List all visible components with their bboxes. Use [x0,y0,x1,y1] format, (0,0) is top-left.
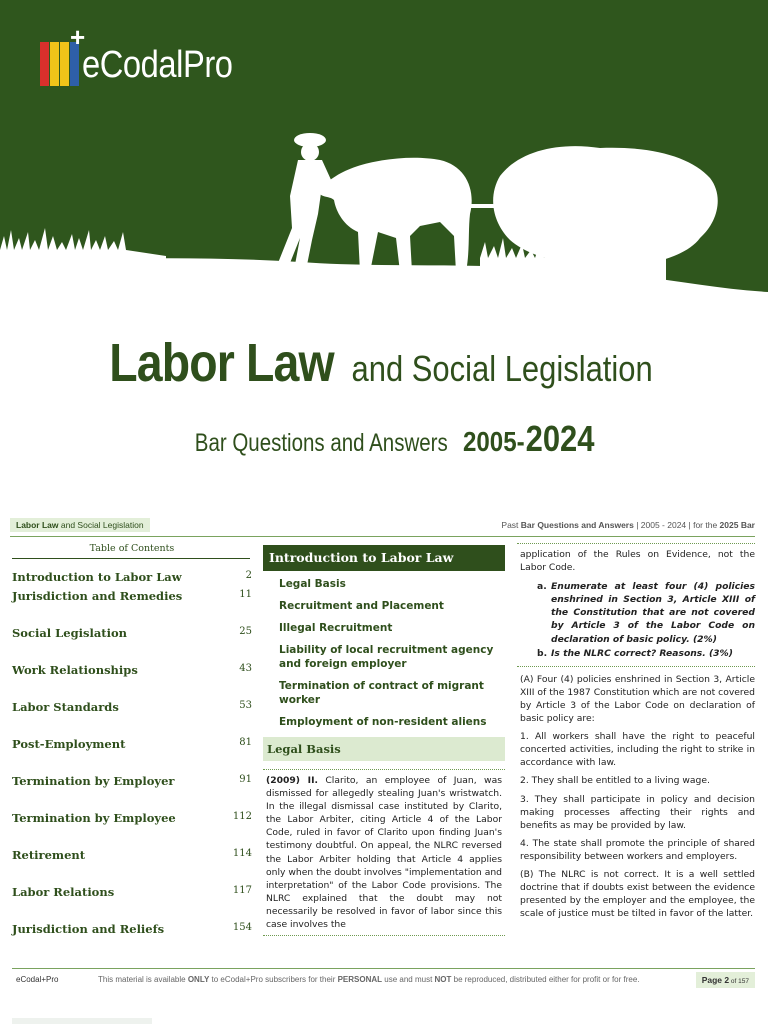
toc-item-page: 114 [232,848,252,859]
topic-link[interactable]: Termination of contract of migrant worker [279,680,484,706]
question-continuation: application of the Rules on Evidence, not the Labor Code. [520,549,755,574]
header-left [10,518,150,532]
topic-link[interactable]: Recruitment and Placement [279,600,444,612]
answer-paragraph: 4. The state shall promote the principle of shared responsibility between workers and employers. [520,837,755,862]
header-left-bold: Labor Law [16,520,59,530]
cover-title [0,332,768,394]
sub-question-key: a. [537,581,547,593]
toc-item[interactable] [12,809,252,846]
notice-part: use and must [382,975,435,984]
notice-part: This material is available [98,975,188,984]
topic-link[interactable]: Liability of local recruitment agency and foreign employer [279,644,494,670]
section-column [263,545,505,936]
answer-paragraph: 1. All workers shall have the right to peaceful concerted activities, including the right to strike in accordance with law. [520,731,755,769]
toc-item[interactable] [12,587,252,624]
dotted-divider [263,769,505,770]
table-of-contents [12,540,252,957]
next-page-edge [12,1018,152,1024]
logo-book-bars [40,22,86,86]
toc-item-label: Retirement [12,848,86,862]
header-right-mid: | 2005 - 2024 | for the [633,520,720,530]
logo-text: eCodalPro [82,44,233,86]
toc-item-page: 53 [239,700,252,711]
sub-questions [537,580,755,660]
section-heading: Introduction to Labor Law [263,545,505,571]
cover-subtitle [0,418,768,460]
page-label: Page 2 [701,975,730,985]
title-rest: and Social Legislation [351,348,653,389]
toc-item-page: 112 [232,811,252,822]
page-header [10,518,755,537]
sub-question-text: Is the NLRC correct? Reasons. (3%) [551,647,733,659]
toc-item-page: 43 [239,663,252,674]
toc-item-page: 11 [239,589,252,600]
toc-item[interactable] [12,846,252,883]
header-right-bold: Bar Questions and Answers [520,520,634,530]
dotted-divider [517,543,755,544]
toc-item-label: Introduction to Labor Law [12,570,182,584]
toc-item[interactable] [12,772,252,809]
header-right-prefix: Past [501,520,521,530]
toc-item-label: Labor Relations [12,885,115,899]
toc-item-label: Social Legislation [12,626,127,640]
sub-question-text: Enumerate at least four (4) policies enshrined in Section 3, Article XIII of the Constitution that are not covered by Article 3 of the Labor Code on declaration of basic policy. (2%) [551,581,755,645]
toc-item-label: Termination by Employer [12,774,175,788]
toc-item-page: 2 [245,570,252,581]
subtitle-year-start: 2005- [463,426,526,457]
answer-paragraph: 3. They shall participate in policy and decision making processes affecting their rights and benefits as may be provided by law. [520,793,755,831]
toc-title: Table of Contents [89,543,175,554]
sub-question-key: b. [537,647,548,659]
notice-not: NOT [434,975,452,984]
topic-link[interactable]: Illegal Recruitment [279,622,393,634]
toc-item-page: 91 [239,774,252,785]
answer-column [517,543,755,925]
topic-link[interactable]: Employment of non-resident aliens [279,716,487,728]
subtitle-text: Bar Questions and Answers [195,429,449,457]
question-text [266,774,502,931]
answer-paragraph: (A) Four (4) policies enshrined in Section 3, Article XIII of the 1987 Constitution which are not covered by Article 3 of the Labor Code on declaration of basic policy are: [520,673,755,725]
sub-question [537,647,755,660]
footer-notice [98,975,640,984]
topic-link[interactable]: Legal Basis [279,578,346,590]
toc-item-label: Work Relationships [12,663,138,677]
header-right-bold2: 2025 Bar [719,520,755,530]
toc-item[interactable] [12,661,252,698]
notice-only: ONLY [187,975,210,984]
answer-paragraph: 2. They shall be entitled to a living wage. [520,775,710,787]
answer-paragraph: (B) The NLRC is not correct. It is a well settled doctrine that if doubts exist between the evidence presented by the employer and the employee, the scale of justice must be tilted in favor of the latter. [520,868,755,920]
toc-item-page: 81 [239,737,252,748]
toc-item-page: 117 [232,885,252,896]
logo-plus: + [70,22,86,52]
question-body: Clarito, an employee of Juan, was dismissed for allegedly stealing Juan's wristwatch. In the illegal dismissal case instituted by Clarito, the Labor Arbiter, citing Article 4 of the Labor Code, ruled in favor of Clarito upon finding Juan's testimony doubtful. On appeal, the NLRC reversed the Labor Arbiter holding that Article 4 applies only when the doubt involves "implementation and interpretation" of the Labor Code provisions. The NLRC explained that the doubt may not necessarily be resolved in favor of labor since this case involves the [266,775,502,931]
header-right [501,520,755,530]
toc-item-page: 25 [239,626,252,637]
sub-question [537,580,755,645]
toc-item[interactable] [12,541,252,587]
dotted-divider [263,935,505,936]
subsection-heading: Legal Basis [263,737,505,761]
toc-item-label: Labor Standards [12,700,119,714]
notice-personal: PERSONAL [337,975,383,984]
toc-item-label: Post-Employment [12,737,126,751]
footer-brand: eCodal+Pro [16,975,59,984]
page-number [696,972,755,988]
toc-item-label: Jurisdiction and Reliefs [12,922,165,936]
toc-item[interactable] [12,698,252,735]
toc-item[interactable] [12,735,252,772]
topic-list [263,577,505,729]
ecodalpro-logo [40,22,257,86]
toc-item-page: 154 [232,922,252,933]
dotted-divider [517,666,755,667]
subtitle-year-end: 2024 [526,418,595,459]
notice-part: to eCodal+Pro subscribers for their [209,975,338,984]
notice-part: be reproduced, distributed either for profit or for free. [451,975,640,984]
toc-item-label: Termination by Employee [12,811,176,825]
title-main: Labor Law [109,333,334,393]
question-year: (2009) II. [266,775,318,786]
header-left-rest: and Social Legislation [58,520,144,530]
cover-hero [0,0,768,300]
page-footer [12,968,755,991]
toc-item[interactable] [12,624,252,661]
toc-item[interactable] [12,883,252,920]
toc-item[interactable] [12,920,252,957]
page-total: of 157 [729,978,749,985]
toc-item-label: Jurisdiction and Remedies [12,589,183,603]
